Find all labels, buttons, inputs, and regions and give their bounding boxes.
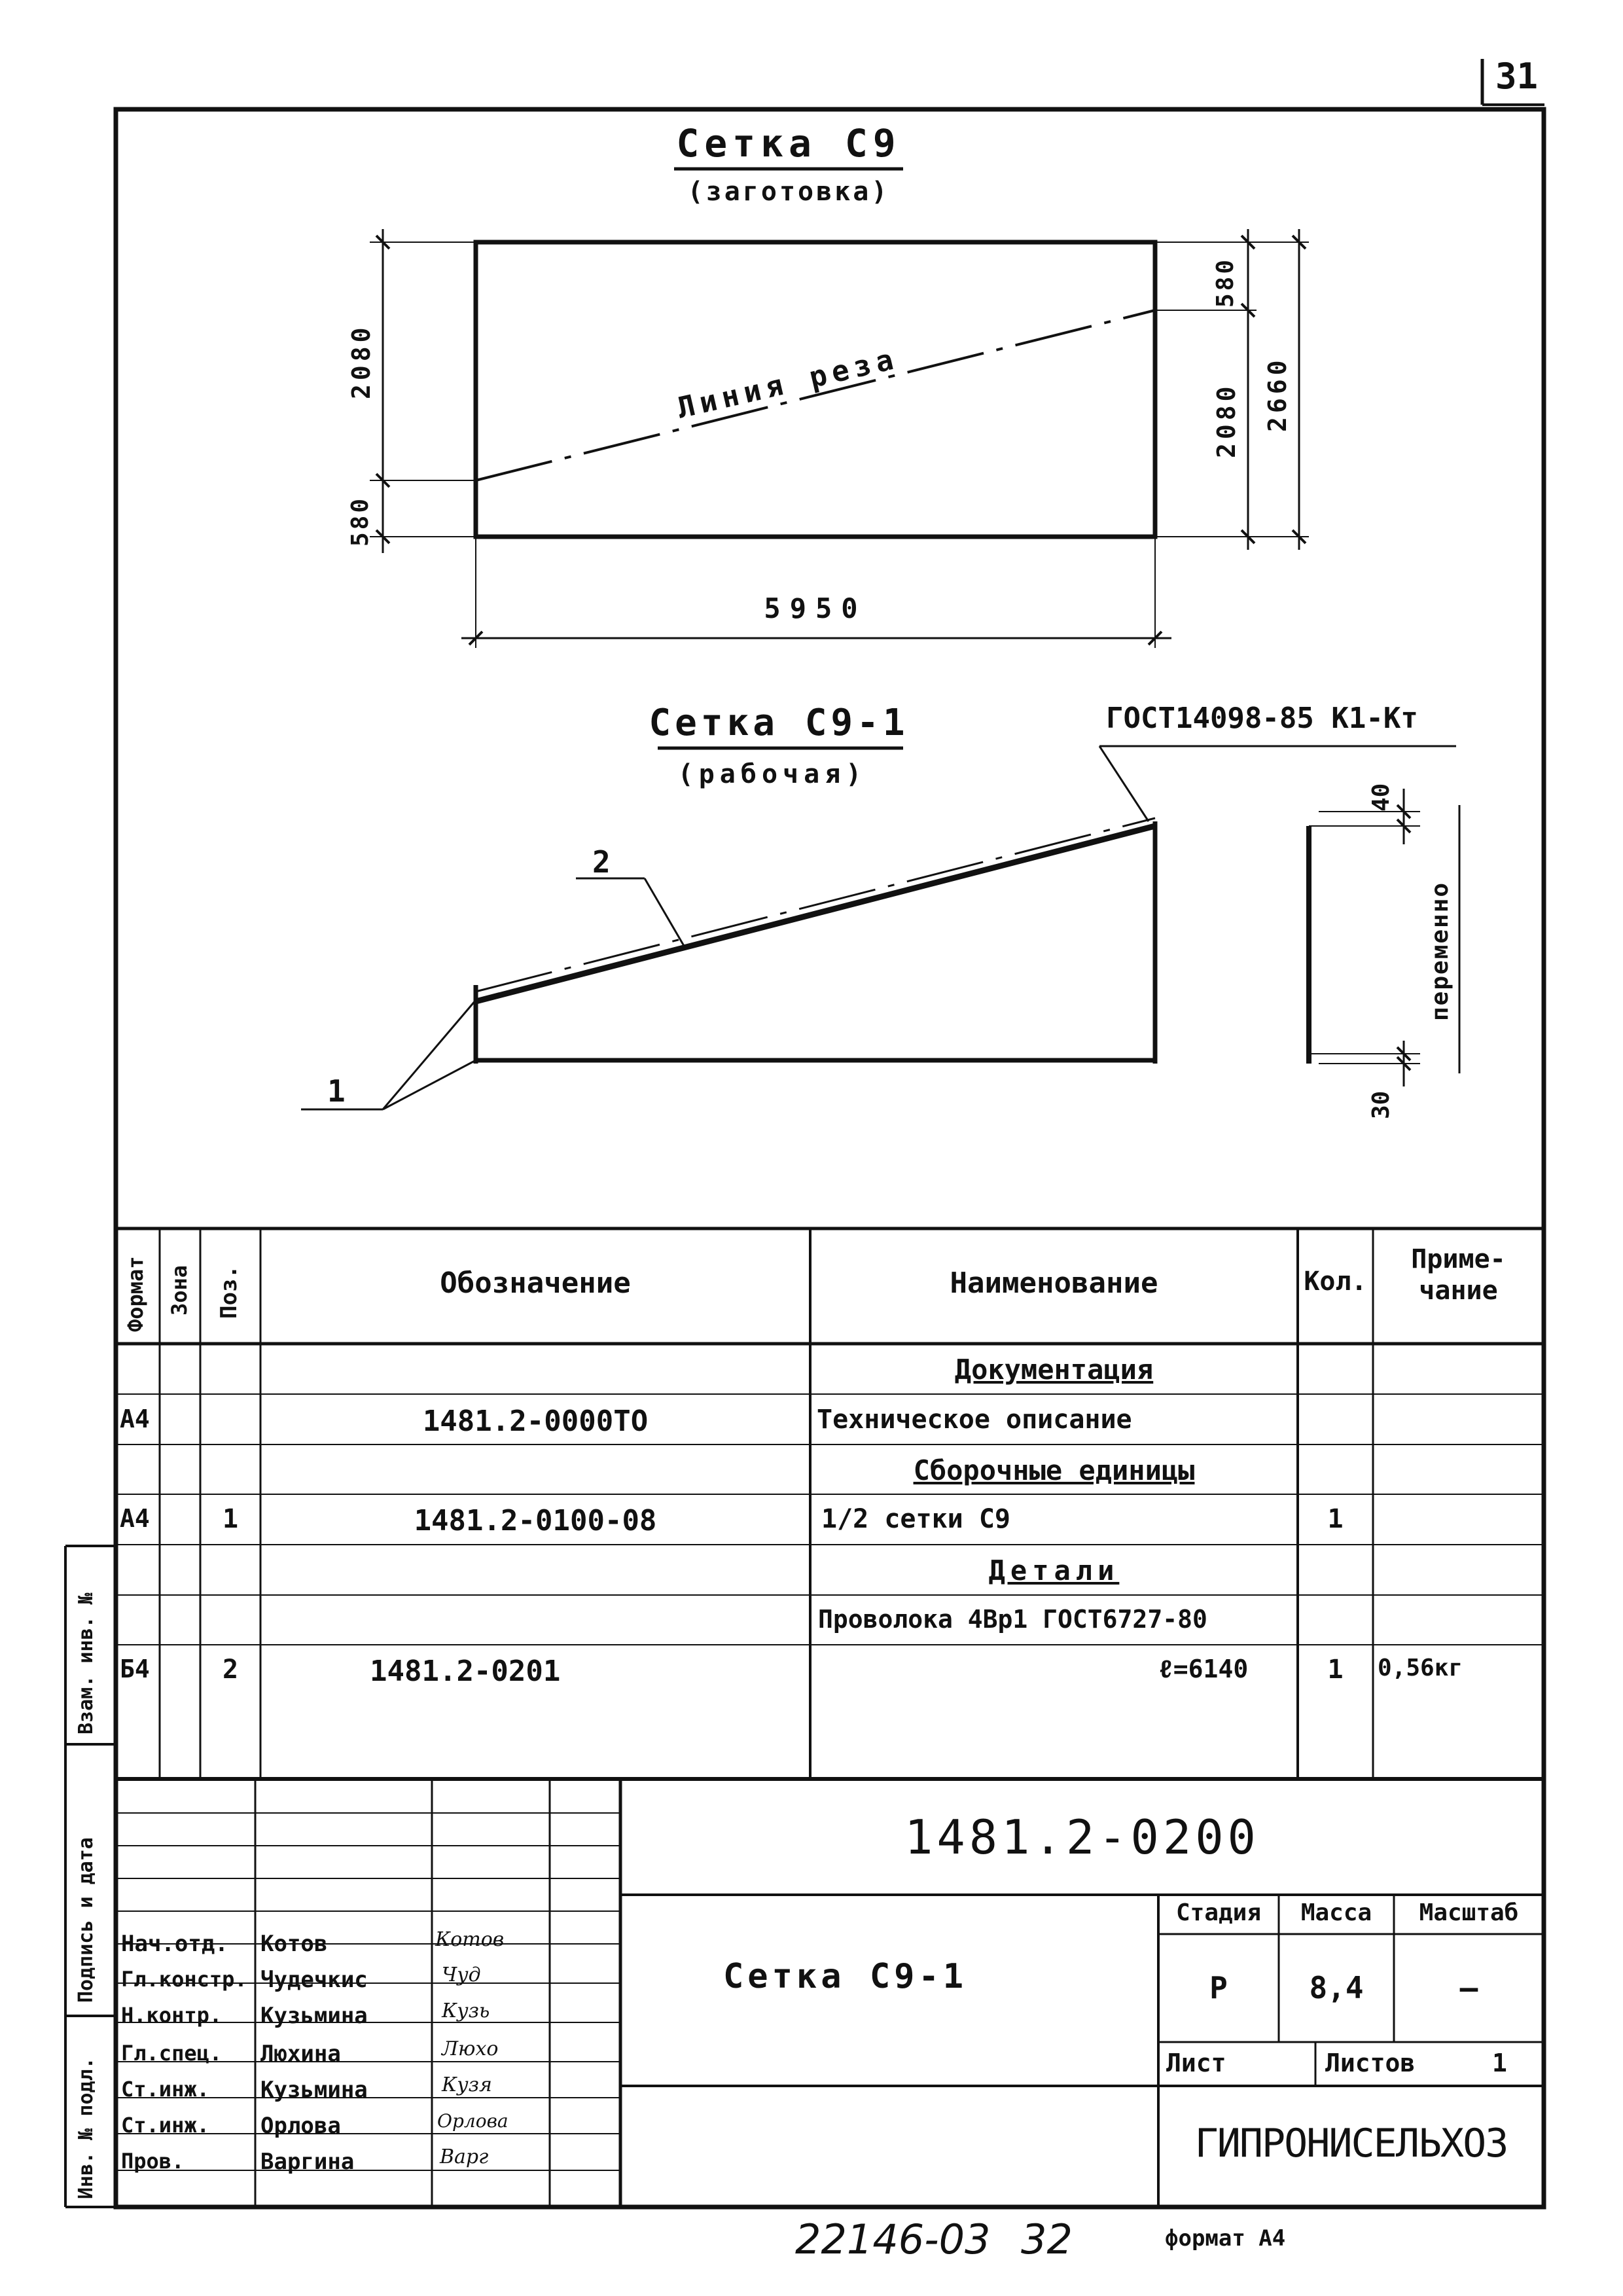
dim-left-lower: 580 xyxy=(347,495,374,547)
signature-3: Кузь xyxy=(442,2000,490,2022)
signature-4: Люхо xyxy=(442,2037,499,2060)
role-6: Ст.инж. xyxy=(121,2113,209,2138)
drawing2-title: Сетка С9-1 xyxy=(649,702,909,744)
role-4: Гл.спец. xyxy=(121,2041,223,2066)
name-3: Кузьмина xyxy=(260,2003,368,2029)
name-1: Котов xyxy=(260,1931,328,1957)
dim-bottom: 5950 xyxy=(764,592,867,624)
format-label: формат А4 xyxy=(1165,2225,1286,2251)
stage-label: Стадия xyxy=(1175,1899,1262,1926)
role-1: Нач.отд. xyxy=(121,1931,228,1957)
stage-value: Р xyxy=(1209,1970,1228,2005)
dim-right-total: 2660 xyxy=(1263,356,1292,432)
name-5: Кузьмина xyxy=(260,2077,368,2103)
drawing1-subtitle: (заготовка) xyxy=(687,177,890,207)
row6-qty: 1 xyxy=(1327,1655,1344,1685)
archive-number: 22146-03 xyxy=(795,2215,991,2263)
signature-7: Варг xyxy=(440,2145,489,2168)
header-pos: Поз. xyxy=(216,1265,242,1319)
header-name: Наименование xyxy=(950,1266,1158,1300)
signature-1: Котов xyxy=(435,1928,505,1951)
row5-name: Проволока 4Вр1 ГОСТ6727-80 xyxy=(818,1605,1207,1634)
mass-label: Масса xyxy=(1300,1899,1372,1926)
name-2: Чудечкис xyxy=(260,1967,368,1993)
position-label-2: 2 xyxy=(592,844,611,880)
page-number: 31 xyxy=(1495,56,1539,97)
row1-format: А4 xyxy=(120,1405,150,1433)
header-zone: Зона xyxy=(167,1265,192,1316)
organization: ГИПРОНИСЕЛЬХОЗ xyxy=(1194,2121,1508,2166)
role-3: Н.контр. xyxy=(121,2003,223,2028)
dim-bottom-30: 30 xyxy=(1368,1090,1395,1119)
row3-name: 1/2 сетки С9 xyxy=(821,1504,1010,1534)
cut-line-label: Линия реза xyxy=(674,342,902,425)
dim-variable: переменно xyxy=(1427,881,1454,1021)
sheets-value: 1 xyxy=(1492,2049,1507,2077)
signature-2: Чуд xyxy=(442,1964,481,1986)
role-7: Пров. xyxy=(121,2149,185,2174)
dim-right-upper: 580 xyxy=(1212,257,1239,308)
scale-value: — xyxy=(1459,1970,1478,2005)
header-format: Формат xyxy=(123,1256,148,1332)
row3-pos: 1 xyxy=(222,1504,239,1534)
side-stamp-podpis: Подпись и дата xyxy=(75,1837,98,2003)
drawing2-subtitle: (рабочая) xyxy=(677,759,867,789)
row3-designation: 1481.2-0100-08 xyxy=(414,1504,657,1537)
sheets-label: Листов xyxy=(1325,2049,1416,2077)
row6-format: Б4 xyxy=(120,1655,150,1683)
section-details: Детали xyxy=(988,1554,1120,1587)
role-2: Гл.констр. xyxy=(121,1967,247,1992)
name-4: Люхина xyxy=(260,2041,341,2067)
archive-page: 32 xyxy=(1021,2215,1073,2263)
row6-note: 0,56кг xyxy=(1378,1655,1463,1681)
doc-name: Сетка С9-1 xyxy=(723,1957,968,1996)
row1-name: Техническое описание xyxy=(817,1405,1132,1435)
dim-top-40: 40 xyxy=(1368,783,1395,812)
row3-format: А4 xyxy=(120,1504,150,1533)
signature-5: Кузя xyxy=(442,2073,492,2096)
side-stamp-inv: Инв. № подл. xyxy=(75,2057,98,2199)
section-assembly-units: Сборочные единицы xyxy=(913,1454,1195,1486)
gost-label: ГОСТ14098-85 К1-Кт xyxy=(1106,702,1418,735)
mass-value: 8,4 xyxy=(1309,1970,1364,2005)
drawing1-title: Сетка С9 xyxy=(676,121,901,166)
role-5: Ст.инж. xyxy=(121,2077,209,2102)
header-designation: Обозначение xyxy=(440,1266,631,1300)
sheet-label: Лист xyxy=(1166,2049,1226,2077)
scale-label: Масштаб xyxy=(1419,1899,1519,1926)
header-qty: Кол. xyxy=(1304,1266,1367,1297)
doc-number: 1481.2-0200 xyxy=(904,1810,1260,1865)
row1-designation: 1481.2-0000ТО xyxy=(422,1405,649,1438)
row6-pos: 2 xyxy=(222,1655,239,1685)
row6-designation: 1481.2-0201 xyxy=(370,1655,561,1688)
position-label-1: 1 xyxy=(327,1073,346,1109)
name-7: Варгина xyxy=(260,2149,355,2175)
row6-name: ℓ=6140 xyxy=(1158,1655,1249,1683)
header-note: Приме- чание xyxy=(1411,1244,1506,1306)
side-stamp-vzam: Взам. инв. № xyxy=(75,1592,98,1734)
name-6: Орлова xyxy=(260,2113,341,2139)
row3-qty: 1 xyxy=(1327,1504,1344,1534)
signature-6: Орлова xyxy=(437,2110,508,2132)
section-documentation: Документация xyxy=(954,1354,1154,1386)
dim-left-upper: 2080 xyxy=(347,323,376,399)
dim-right-lower: 2080 xyxy=(1212,382,1241,458)
